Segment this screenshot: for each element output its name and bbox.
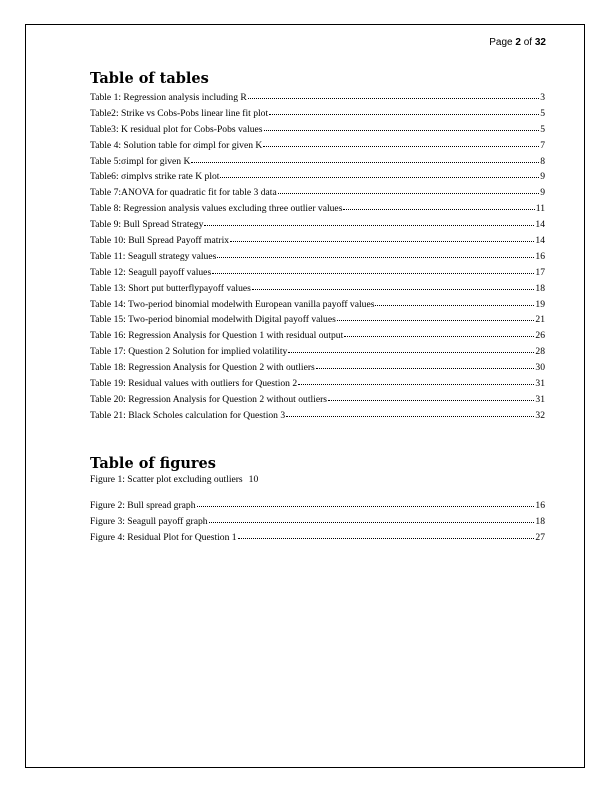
table-entry-page: 26 — [535, 330, 545, 342]
table-entry-label: Table 20: Regression Analysis for Question 2 without outliers — [90, 393, 328, 405]
table-entry-label: Table 1: Regression analysis including R — [90, 92, 247, 103]
total-pages: 32 — [534, 37, 546, 48]
table-entry[interactable] — [90, 393, 545, 409]
table-entry-page: 11 — [535, 203, 545, 215]
figure-entry-page: 18 — [535, 515, 545, 527]
table-entry[interactable] — [90, 282, 545, 298]
table-entry[interactable] — [90, 377, 545, 393]
table-entry[interactable] — [90, 345, 545, 361]
table-entry[interactable] — [90, 329, 545, 345]
figure-entry-label: Figure 4: Residual Plot for Question 1 — [90, 531, 237, 543]
figure-entry-page: 27 — [535, 531, 545, 543]
dot-leader — [191, 154, 539, 163]
dot-leader — [278, 185, 540, 194]
dot-leader — [375, 297, 534, 306]
figure-entry-page: 10 — [248, 474, 259, 485]
table-entry[interactable] — [90, 298, 545, 314]
tables-list — [90, 91, 545, 425]
table-entry-label: Table 11: Seagull strategy values — [90, 250, 217, 262]
table-entry-page: 30 — [535, 362, 545, 374]
table-entry-page: 8 — [540, 155, 545, 167]
dot-leader — [238, 530, 535, 539]
page-of: of — [523, 37, 533, 48]
page-prefix: Page — [489, 37, 513, 48]
table-entry-label: Table3: K residual plot for Cobs-Pobs values — [90, 123, 263, 135]
table-entry-page: 5 — [540, 123, 545, 135]
table-entry[interactable] — [90, 202, 545, 218]
dot-leader — [263, 138, 539, 147]
table-entry-page: 7 — [540, 139, 545, 151]
tables-section-title: Table of tables — [90, 70, 209, 87]
figures-section-title: Table of figures — [90, 455, 216, 472]
current-page: 2 — [515, 37, 521, 48]
dot-leader — [344, 328, 534, 337]
figure-entry[interactable] — [90, 515, 545, 531]
dot-leader — [288, 344, 534, 353]
table-entry-label: Table 14: Two-period binomial modelwith European vanilla payoff values — [90, 298, 375, 310]
table-entry-page: 17 — [535, 266, 545, 278]
table-entry-page: 9 — [540, 171, 545, 183]
table-entry[interactable] — [90, 409, 545, 425]
dot-leader — [328, 392, 534, 401]
dot-leader — [298, 376, 534, 385]
dot-leader — [204, 217, 534, 226]
dot-leader — [217, 249, 534, 258]
dot-leader — [316, 360, 535, 369]
dot-leader — [286, 408, 534, 417]
table-entry-label: Table 17: Question 2 Solution for implied volatility — [90, 346, 288, 358]
table-entry-label: Table 21: Black Scholes calculation for Question 3 — [90, 409, 286, 421]
table-entry-page: 32 — [535, 409, 545, 421]
table-entry-label: Table 7:ANOVA for quadratic fit for table 3 data — [90, 187, 277, 199]
table-entry[interactable] — [90, 234, 545, 250]
dot-leader — [220, 169, 539, 178]
table-entry-label: Table 10: Bull Spread Payoff matrix — [90, 235, 230, 247]
dot-leader — [264, 122, 540, 131]
table-entry-label: Table 9: Bull Spread Strategy — [90, 219, 204, 231]
table-entry-page: 5 — [540, 107, 545, 119]
dot-leader — [209, 514, 535, 523]
figure-entry-label: Figure 1: Scatter plot excluding outliers — [90, 474, 243, 485]
table-entry-label: Table2: Strike vs Cobs-Pobs linear line fit plot — [90, 107, 269, 119]
table-entry[interactable] — [90, 155, 545, 171]
table-entry-label: Table 18: Regression Analysis for Question 2 with outliers — [90, 362, 315, 374]
table-entry-page: 16 — [535, 250, 545, 262]
table-entry[interactable] — [90, 266, 545, 282]
table-entry-label: Table 4: Solution table for σimpl for given K — [90, 139, 263, 151]
figure-entry[interactable] — [90, 531, 545, 547]
dot-leader — [212, 265, 534, 274]
table-entry-page: 18 — [535, 282, 545, 294]
table-entry[interactable] — [90, 361, 545, 377]
dot-leader — [252, 281, 535, 290]
table-entry[interactable] — [90, 123, 545, 139]
dot-leader — [343, 201, 534, 210]
table-entry[interactable] — [90, 107, 545, 123]
table-entry[interactable] — [90, 218, 545, 234]
dot-leader — [197, 498, 535, 507]
table-entry[interactable] — [90, 250, 545, 266]
table-entry-label: Table 16: Regression Analysis for Question 1 with residual output — [90, 330, 344, 342]
table-entry-page: 28 — [535, 346, 545, 358]
table-entry-label: Table6: σimplvs strike rate K plot — [90, 171, 220, 183]
table-entry-label: Table 19: Residual values with outliers for Question 2 — [90, 378, 298, 390]
table-entry[interactable] — [90, 170, 545, 186]
page-number-header — [489, 37, 546, 48]
dot-leader — [248, 90, 539, 99]
table-entry-label: Table 8: Regression analysis values excluding three outlier values — [90, 203, 343, 215]
figure-entry[interactable] — [90, 499, 545, 515]
table-entry-label: Table 15: Two-period binomial modelwith Digital payoff values — [90, 314, 336, 326]
figures-first-entry — [90, 474, 545, 490]
table-entry[interactable] — [90, 91, 545, 107]
table-entry-page: 3 — [540, 92, 545, 103]
table-entry-label: Table 13: Short put butterflypayoff values — [90, 282, 251, 294]
table-entry-page: 14 — [535, 219, 545, 231]
table-entry-label: Table 12: Seagull payoff values — [90, 266, 212, 278]
dot-leader — [230, 233, 534, 242]
table-entry-label: Table 5:σimpl for given K — [90, 155, 191, 167]
figure-entry-label: Figure 3: Seagull payoff graph — [90, 515, 208, 527]
table-entry-page: 31 — [535, 393, 545, 405]
figures-list — [90, 499, 545, 547]
table-entry[interactable] — [90, 313, 545, 329]
table-entry[interactable] — [90, 139, 545, 155]
table-entry-page: 9 — [540, 187, 545, 199]
figure-entry-label: Figure 2: Bull spread graph — [90, 500, 196, 511]
table-entry-page: 21 — [535, 314, 545, 326]
figure-entry[interactable] — [90, 474, 545, 490]
table-entry-page: 31 — [535, 378, 545, 390]
dot-leader — [337, 312, 535, 321]
table-entry-page: 14 — [535, 235, 545, 247]
figure-entry-page: 16 — [535, 500, 545, 511]
dot-leader — [269, 106, 539, 115]
table-entry[interactable] — [90, 186, 545, 202]
table-entry-page: 19 — [535, 298, 545, 310]
